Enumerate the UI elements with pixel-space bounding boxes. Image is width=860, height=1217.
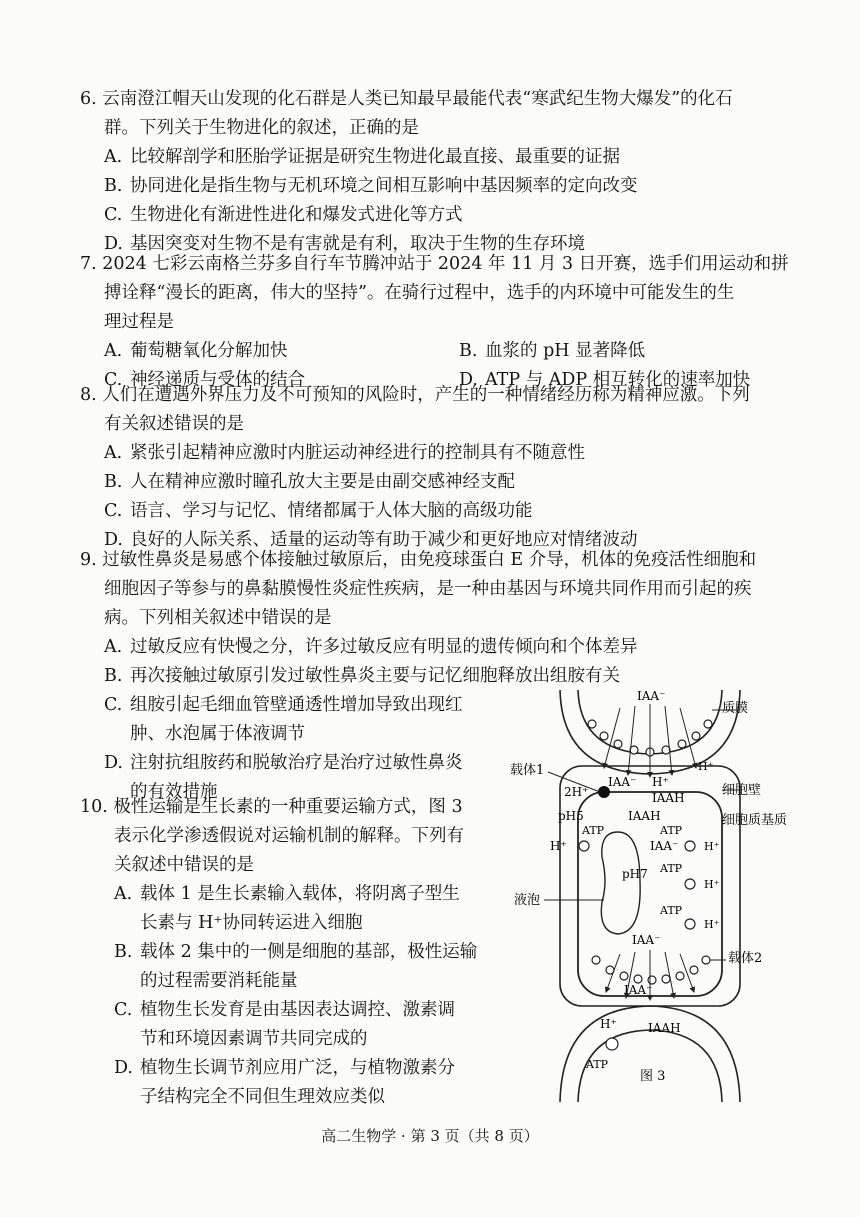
iaa-anion-label: IAA⁻ xyxy=(624,983,653,997)
option-label: C. xyxy=(104,370,123,390)
atp-label: ATP xyxy=(582,824,605,837)
option-label: A. xyxy=(104,443,123,463)
carrier1-label: 载体1 xyxy=(510,763,545,778)
atp-label: ATP xyxy=(660,824,683,837)
ph5-label: pH5 xyxy=(558,809,584,823)
stem-line: 关叙述中错误的是 xyxy=(114,855,254,875)
option-text: 植物生长调节剂应用广泛，与植物激素分 xyxy=(140,1058,455,1078)
stem-line: 有关叙述错误的是 xyxy=(104,414,244,434)
option-a xyxy=(80,439,790,468)
stem-line: 细胞因子等参与的鼻黏膜慢性炎症性疾病，是一种由基因与环境共同作用而引起的疾 xyxy=(104,579,752,599)
hplus-label: H⁺ xyxy=(704,840,720,853)
option-label: B. xyxy=(104,176,123,196)
stem-line: 6. 云南澄江帽天山发现的化石群是人类已知最早最能代表“寒武纪生物大爆发”的化石 xyxy=(80,89,733,109)
hplus-label: H⁺ xyxy=(704,918,720,931)
option-text: 载体 2 集中的一侧是细胞的基部，极性运输 xyxy=(140,942,478,962)
option-label: D. xyxy=(459,370,478,390)
question-stem xyxy=(80,546,790,633)
question-stem xyxy=(80,85,790,143)
iaa-anion-label: IAA⁻ xyxy=(608,775,637,789)
option-label: B. xyxy=(459,341,478,361)
stem-line: 10. 极性运输是生长素的一种重要运输方式，图 3 xyxy=(80,797,463,817)
option-text: 再次接触过敏原引发过敏性鼻炎主要与记忆细胞释放出组胺有关 xyxy=(130,666,620,686)
option-text: 组胺引起毛细血管壁通透性增加导致出现红 xyxy=(130,695,463,715)
option-label: D. xyxy=(104,530,123,550)
option-text: 人在精神应激时瞳孔放大主要是由副交感神经支配 xyxy=(130,472,515,492)
option-text-continued: 的有效措施 xyxy=(130,782,218,802)
option-label: A. xyxy=(104,637,123,657)
option-label: C. xyxy=(104,695,123,715)
question-6 xyxy=(80,85,790,259)
option-text: 载体 1 是生长素输入载体，将阴离子型生 xyxy=(140,884,460,904)
hplus-label: H⁺ xyxy=(600,1017,617,1031)
option-text-continued: 子结构完全不同但生理效应类似 xyxy=(140,1087,385,1107)
figure-caption: 图 3 xyxy=(640,1069,666,1084)
option-label: A. xyxy=(114,884,133,904)
option-label: C. xyxy=(104,205,123,225)
option-label: D. xyxy=(104,234,123,254)
iaah-label: IAAH xyxy=(648,1021,681,1035)
carrier2-label: 载体2 xyxy=(728,951,763,966)
vacuole-label: 液泡 xyxy=(514,893,541,908)
stem-line: 理过程是 xyxy=(104,312,174,332)
stem-line: 病。下列相关叙述中错误的是 xyxy=(104,608,332,628)
hplus-label: H⁺ xyxy=(550,839,567,853)
cytoplasm-label: 细胞质基质 xyxy=(722,813,788,828)
option-text: 植物生长发育是由基因表达调控、激素调 xyxy=(140,1000,455,1020)
page-footer: 高二生物学 · 第 3 页（共 8 页） xyxy=(321,1127,539,1145)
figure-3-diagram xyxy=(500,682,800,1102)
question-stem xyxy=(80,381,790,439)
vacuole xyxy=(601,832,640,934)
option-text: 良好的人际关系、适量的运动等有助于减少和更好地应对情绪波动 xyxy=(130,530,638,550)
stem-line: 群。下列关于生物进化的叙述，正确的是 xyxy=(104,118,419,138)
question-stem xyxy=(80,250,790,337)
question-7 xyxy=(80,250,790,395)
atp-label: ATP xyxy=(660,904,683,917)
option-label: A. xyxy=(104,147,123,167)
option-a xyxy=(80,337,435,366)
option-c xyxy=(80,497,790,526)
option-text: 比较解剖学和胚胎学证据是研究生物进化最直接、最重要的证据 xyxy=(130,147,620,167)
option-a xyxy=(80,143,790,172)
option-label: B. xyxy=(104,666,123,686)
atp-label: ATP xyxy=(660,862,683,875)
option-text: 神经递质与受体的结合 xyxy=(130,370,305,390)
stem-line: 表示化学渗透假说对运输机制的解释。下列有 xyxy=(114,826,464,846)
option-label: C. xyxy=(104,501,123,521)
ph7-label: pH7 xyxy=(622,867,648,881)
option-text-continued: 肿、水泡属于体液调节 xyxy=(130,724,305,744)
option-label: B. xyxy=(104,472,123,492)
option-text: 葡萄糖氧化分解加快 xyxy=(130,341,288,361)
option-label: A. xyxy=(104,341,123,361)
option-a xyxy=(80,633,790,662)
option-row xyxy=(80,337,790,366)
option-label: C. xyxy=(114,1000,133,1020)
option-text: 过敏反应有快慢之分，许多过敏反应有明显的遗传倾向和个体差异 xyxy=(130,637,638,657)
stem-line: 8. 人们在遭遇外界压力及不可预知的风险时，产生的一种情绪经历称为精神应激。下列 xyxy=(80,385,750,405)
hplus-label: H⁺ xyxy=(652,775,669,789)
membrane-label: 质膜 xyxy=(722,701,749,716)
iaa-anion-label: IAA⁻ xyxy=(637,689,666,703)
stem-line: 9. 过敏性鼻炎是易感个体接触过敏原后，由免疫球蛋白 E 介导，机体的免疫活性细胞和 xyxy=(80,550,757,570)
carrier1 xyxy=(598,786,610,798)
option-c xyxy=(80,201,790,230)
option-text: 语言、学习与记忆、情绪都属于人体大脑的高级功能 xyxy=(130,501,533,521)
stem-line: 搏诠释“漫长的距离，伟大的坚持”。在骑行过程中，选手的内环境中可能发生的生 xyxy=(104,283,735,303)
option-text: 协同进化是指生物与无机环境之间相互影响中基因频率的定向改变 xyxy=(130,176,638,196)
option-text-continued: 的过程需要消耗能量 xyxy=(140,971,298,991)
option-b xyxy=(435,337,790,366)
option-label: D. xyxy=(104,753,123,773)
stem-line: 7. 2024 七彩云南格兰芬多自行车节腾冲站于 2024 年 11 月 3 日开赛，选手们用运动和拼 xyxy=(80,254,789,274)
option-label: D. xyxy=(114,1058,133,1078)
option-b xyxy=(80,172,790,201)
iaa-anion-label: IAA⁻ xyxy=(632,933,661,947)
question-8 xyxy=(80,381,790,555)
option-text: 基因突变对生物不是有害就是有利，取决于生物的生存环境 xyxy=(130,234,585,254)
option-text: ATP 与 ADP 相互转化的速率加快 xyxy=(485,370,751,390)
cell-wall-label: 细胞壁 xyxy=(722,783,762,798)
option-b xyxy=(80,468,790,497)
iaah-label: IAAH xyxy=(628,809,661,823)
option-text: 注射抗组胺药和脱敏治疗是治疗过敏性鼻炎 xyxy=(130,753,463,773)
hplus-label: H⁺ xyxy=(704,878,720,891)
option-text: 血浆的 pH 显著降低 xyxy=(485,341,646,361)
option-text: 紧张引起精神应激时内脏运动神经进行的控制具有不随意性 xyxy=(130,443,585,463)
option-text-continued: 节和环境因素调节共同完成的 xyxy=(140,1029,368,1049)
lower-carrier xyxy=(606,1038,618,1050)
option-text-continued: 长素与 H⁺协同转运进入细胞 xyxy=(140,913,363,933)
iaah-label: IAAH xyxy=(652,791,685,805)
iaa-anion-label: IAA⁻ xyxy=(650,839,679,853)
carrier2-group xyxy=(592,956,710,984)
two-hplus-label: 2H⁺ xyxy=(564,785,589,799)
option-label: B. xyxy=(114,942,133,962)
option-text: 生物进化有渐进性进化和爆发式进化等方式 xyxy=(130,205,463,225)
hplus-label: H⁺ xyxy=(698,760,714,773)
atp-label: ATP xyxy=(586,1058,609,1071)
